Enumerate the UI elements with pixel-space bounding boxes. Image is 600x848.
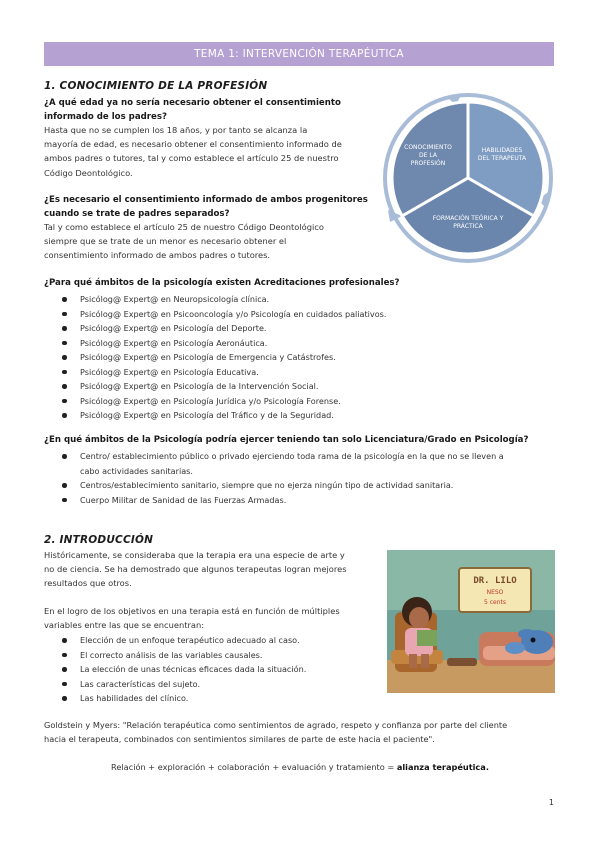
question-2-line: ¿Es necesario el consentimiento informado de ambos progenitores [44, 195, 368, 205]
question-2 [44, 194, 374, 221]
paragraph-line: no de ciencia. Se ha demostrado que algunos terapeutas logran mejores [44, 564, 347, 575]
list-item: Cuerpo Militar de Sanidad de las Fuerzas Armadas. [62, 493, 504, 508]
cycle-label-left: CONOCIMIENTO [404, 144, 452, 151]
alliance-formula [44, 760, 556, 774]
answer-1-line: mayoría de edad, es necesario obtener el consentimiento informado de [44, 139, 342, 150]
list-item: La elección de unas técnicas eficaces dada la situación. [62, 662, 306, 677]
formula-emphasis: alianza terapéutica. [396, 762, 489, 772]
list-item: El correcto análisis de las variables causales. [62, 648, 306, 663]
variables-paragraph [44, 604, 378, 632]
sign-text: NESO [486, 589, 504, 596]
answer-1-line: Hasta que no se cumplen los 18 años, y por tanto se alcanza la [44, 125, 308, 135]
cycle-diagram [378, 90, 558, 265]
cycle-label-right: HABILIDADES [481, 147, 523, 154]
goldstein-quote [44, 718, 556, 746]
list-item: Centros/establecimiento sanitario, siempre que no ejerza ningún tipo de actividad sanitaria. [62, 478, 504, 493]
section-heading: 1. CONOCIMIENTO DE LA PROFESIÓN [44, 80, 268, 92]
quote-line: Goldstein y Myers: "Relación terapéutica como sentimientos de agrado, respeto y confianza por parte del cliente [44, 720, 508, 730]
cycle-label-left: PROFESIÓN [410, 160, 446, 167]
formula-text: Relación + exploración + colaboración + evaluación y tratamiento = [111, 762, 397, 772]
sign-text: 5 cents [484, 599, 506, 606]
list-item-line: Centro/ establecimiento público o privado ejerciendo toda rama de la psicología en la que no se lleven a [80, 451, 504, 461]
answer-2-line: siempre que se trate de un menor es necesario obtener el [44, 236, 287, 247]
list-item: Psicólog@ Expert@ en Psicología del Tráfico y de la Seguridad. [62, 408, 386, 423]
list-item: Psicólog@ Expert@ en Neuropsicología clínica. [62, 292, 386, 307]
question-1-line: informado de los padres? [44, 111, 167, 122]
list-item: Psicólog@ Expert@ en Psicooncología y/o Psicología en cuidados paliativos. [62, 307, 386, 322]
list-item: Las habilidades del clínico. [62, 691, 306, 706]
answer-1 [44, 123, 370, 180]
answer-2-line: Tal y como establece el artículo 25 de nuestro Código Deontológico [44, 222, 324, 232]
question-2-line: cuando se trate de padres separados? [44, 208, 230, 219]
accreditation-list [62, 292, 386, 423]
quote-line: hacia el terapeuta, combinados con sentimientos similares de parte de este hacia el paciente". [44, 734, 435, 745]
list-item [62, 449, 504, 478]
answer-1-line: Código Deontológico. [44, 167, 133, 178]
question-1 [44, 97, 370, 124]
therapist-sign [459, 568, 531, 612]
question-3: ¿Para qué ámbitos de la psicología existen Acreditaciones profesionales? [44, 278, 400, 288]
list-item: Psicólog@ Expert@ en Psicología de Emergencia y Catástrofes. [62, 350, 386, 365]
cycle-label-left: DE LA [419, 152, 437, 159]
cycle-label-right: DEL TERAPEUTA [477, 155, 527, 162]
licence-list [62, 449, 504, 507]
question-4: ¿En qué ámbitos de la Psicología podría ejercer teniendo tan solo Licenciatura/Grado en Psicología? [44, 435, 529, 445]
paragraph-line: Históricamente, se consideraba que la terapia era una especie de arte y [44, 550, 345, 560]
list-item: Psicólog@ Expert@ en Psicología Educativa. [62, 365, 386, 380]
list-item: Psicólog@ Expert@ en Psicología del Deporte. [62, 321, 386, 336]
page-number: 1 [548, 798, 554, 807]
question-1-line: ¿A qué edad ya no sería necesario obtener el consentimiento [44, 98, 341, 108]
answer-2 [44, 220, 374, 263]
answer-2-line: consentimiento informado de ambos padres o tutores. [44, 250, 271, 261]
intro-paragraph [44, 548, 378, 591]
list-item: Las características del sujeto. [62, 677, 306, 692]
section-heading: 2. INTRODUCCIÓN [44, 534, 154, 546]
cartoon-illustration [387, 550, 555, 693]
list-item: Elección de un enfoque terapéutico adecuado al caso. [62, 633, 306, 648]
list-item: Psicólog@ Expert@ en Psicología de la Intervención Social. [62, 379, 386, 394]
list-item-line: cabo actividades sanitarias. [80, 465, 193, 476]
page-banner [44, 42, 554, 66]
sign-text: DR. LILO [473, 576, 517, 586]
paragraph-line: variables entre las que se encuentran: [44, 620, 205, 631]
document-title: TEMA 1: INTERVENCIÓN TERAPÉUTICA [194, 48, 404, 60]
paragraph-line: resultados que otros. [44, 578, 132, 589]
list-item: Psicólog@ Expert@ en Psicología Aeronáutica. [62, 336, 386, 351]
variables-list [62, 633, 306, 706]
answer-1-line: ambos padres o tutores, tal y como establece el artículo 25 de nuestro [44, 153, 339, 164]
cycle-label-bottom: FORMACIÓN TEÓRICA Y [432, 215, 504, 222]
paragraph-line: En el logro de los objetivos en una terapia está en función de múltiples [44, 606, 340, 616]
cycle-label-bottom: PRÁCTICA [453, 223, 483, 230]
list-item: Psicólog@ Expert@ en Psicología Jurídica y/o Psicología Forense. [62, 394, 386, 409]
